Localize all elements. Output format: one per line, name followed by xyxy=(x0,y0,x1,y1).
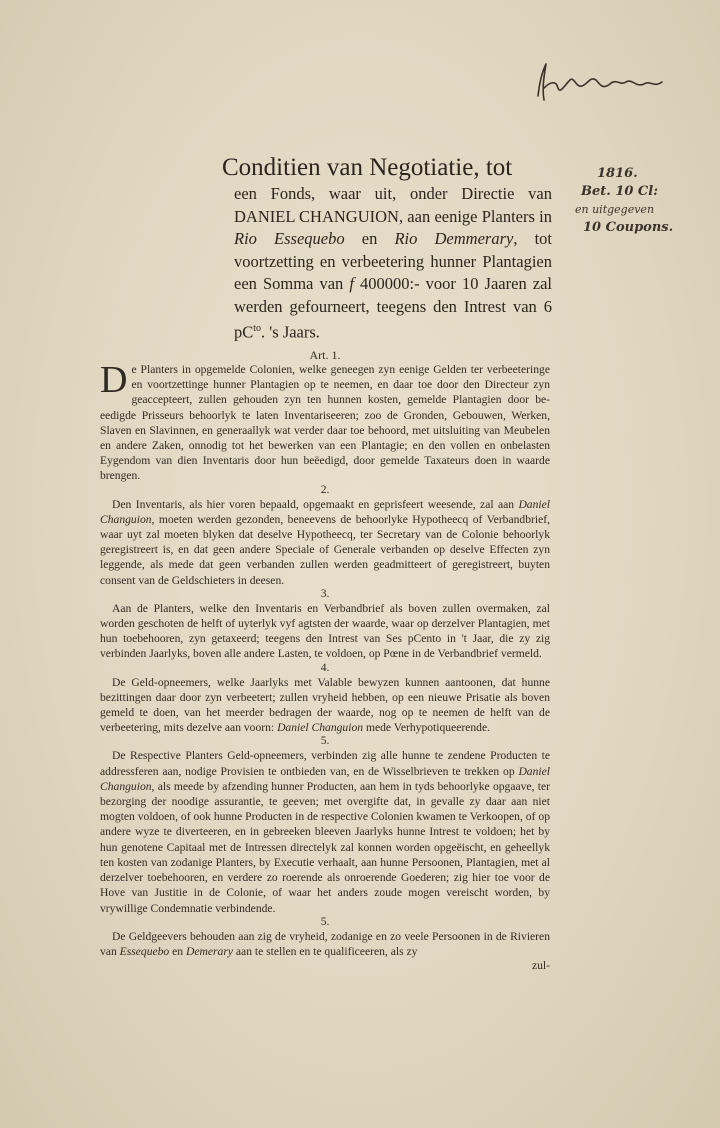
article-number: 4. xyxy=(320,661,330,674)
paragraph-name: Daniel Changuion xyxy=(277,721,364,735)
title-text: , tot voortzetting en verbeetering hunner Plantagien een Somma van xyxy=(234,229,553,293)
handwritten-margin-note xyxy=(575,165,695,237)
document-body xyxy=(100,348,550,972)
title-text: . 's Jaars. xyxy=(261,322,320,342)
paragraph-name: Daniel Changuion xyxy=(100,764,550,793)
article-paragraph xyxy=(100,675,550,736)
article-paragraph xyxy=(100,359,550,484)
margin-note-line: Bet. 10 Cl: xyxy=(581,184,659,199)
paragraph-text: en xyxy=(169,944,186,958)
paragraph-text: mede Verhypotiqueerende. xyxy=(363,721,491,735)
drop-cap: D xyxy=(100,359,128,401)
paragraph-text: De Geld-opneemers, welke Jaarlyks met Valable bewyzen kunnen aantoonen, dat hunne bezittingen daar door zyn verbeetert; zullen vryheid hebben, op een nieuwe Prisatie als boven gemeld te doen, van het meerder bedragen der waarde, nog op te neemen de helft van de verbeetering, mits dezelve aan voorn: xyxy=(100,675,550,735)
document-title xyxy=(222,153,552,344)
margin-note-line: 1816. xyxy=(597,166,638,181)
article-paragraph xyxy=(100,748,550,915)
article-number: 3. xyxy=(320,587,330,600)
paragraph-text: , als meede by afzending hunner Producten, aan hem in tyds behoorlyke opgaave, ter bezorging der noodige assurantie, te geeven; met overgifte dat, in gevalle zy daar aan niet mogten voldoen, of ook hunne Producten in de respective Colonien kwamen te Verkoopen, of op andere wyze te diverteeren, en in gebreeken bleeven Jaarlyks hunne Intrest te voldoen; het by hun genotene Capitaal met de Intressen directelyk zal konnen worden opgeëischt, en geheellyk ten kosten van zodanige Planters, by Executie verhaalt, aan hunne Persoonen, Plantagien, met al derzelver toebehooren, en verdere zo roerende als onroerende Goederen; zig hier toe voor de Hove van Justitie in de Colonie, of waar het anders zoude mogen vereischt worden, by vrywillige Condemnatie verbindende. xyxy=(100,779,550,915)
article-paragraph xyxy=(100,929,550,959)
article-number: 2. xyxy=(320,483,330,496)
margin-note-line: 10 Coupons. xyxy=(583,220,674,235)
paragraph-name: Daniel Changuion xyxy=(100,497,550,526)
paragraph-text: De Respective Planters Geld-opneemers, verbinden zig alle hunne te zendene Producten te addressferen aan, nodige Provisien te ontbieden van, en de Wisselbrieven te trekken op xyxy=(100,749,550,778)
title-subtitle xyxy=(234,183,552,344)
article-number: 5. xyxy=(320,735,330,748)
title-sup: to xyxy=(253,323,262,334)
article-heading: Art. 1. xyxy=(309,348,341,362)
paragraph-text: , moeten werden gezonden, beneevens de behoorlyke Hypotheecq of Verbandbrief, waar uyt zal moeten blyken dat deselve Hypotheecq, ter Secretary van de Colonie behoorlyk geregistreert is, en dat geen andere Speciale of Generale verbanden op deselve Effecten zyn leggende, als mede dat geen verbanden zullen werden geadmitteert of geregistreert, buyten consent van de Geldschieters in deesen. xyxy=(100,512,550,587)
title-text: 400000:- voor 10 Jaaren zal werden gefourneert, teegens den Intrest van 6 pC xyxy=(234,274,552,342)
article-paragraph xyxy=(100,497,550,588)
paragraph-text: De Geldgeevers behouden aan zig de vryheid, zodanige en zo veele Persoonen in de Rivieren van xyxy=(100,929,550,958)
title-text: en xyxy=(344,229,395,248)
title-place: Rio Essequebo xyxy=(234,229,345,248)
paragraph-place: Essequebo xyxy=(119,944,170,958)
title-line: Conditien van Negotiatie, tot xyxy=(222,154,513,181)
title-text: een Fonds, waar uit, onder Directie van DANIEL CHANGUION, aan eenige Planters in xyxy=(234,184,552,226)
handwritten-signature xyxy=(530,58,670,108)
paragraph-text: aan te stellen en te qualificeeren, als zy xyxy=(233,944,418,958)
catchword: zul- xyxy=(531,959,550,973)
paragraph-place: Demerary xyxy=(185,944,233,958)
article-paragraph: Aan de Planters, welke den Inventaris en Verbandbrief als boven zullen overmaken, zal worden geschoten de helft of uyterlyk vyf agtsten der waarde, waar op derzelver Plantagien, met hun toebehooren, zyn getaxeerd; teegens den Intrest van Ses pCento in 't Jaar, die zy zig verbinden Jaarlyks, boven alle andere Lasten, te voldoen, op Pœne in de Verbandbrief vermeld. xyxy=(100,601,550,661)
margin-note-line: en uitgegeven xyxy=(575,203,655,216)
paragraph-text: Den Inventaris, als hier voren bepaald, opgemaakt en geprisfeert weesende, zal aan xyxy=(112,497,519,511)
paragraph-text: e Planters in opgemelde Colonien, welke geneegen zyn eenige Gelden ter verbeeteringe en voortzettinge hunner Plantagien op te neemen, en daar toe door den Directeur zyn geaccepteert, zullen gehouden zyn ten hunnen kosten, gemelde Plantagien door be-eedigde Prisseurs behoorlyk te laten Inventariseeren; zoo de Gronden, Gebouwen, Werken, Slaven en Slavinnen, en generaallyk wat verder daar toe behoord, met uitsluiting van Meubelen en andere Zaken, onnodig tot het bewerken van een Plantagie; en den vollen en onbelasten Eygendom van dien Inventaris door hun beëedigd, door gemelde Taxateurs doen in waarde brengen. xyxy=(100,363,550,483)
title-currency: f xyxy=(349,274,354,293)
article-number: 5. xyxy=(320,915,330,928)
title-place: Rio Demmerary xyxy=(394,229,514,248)
